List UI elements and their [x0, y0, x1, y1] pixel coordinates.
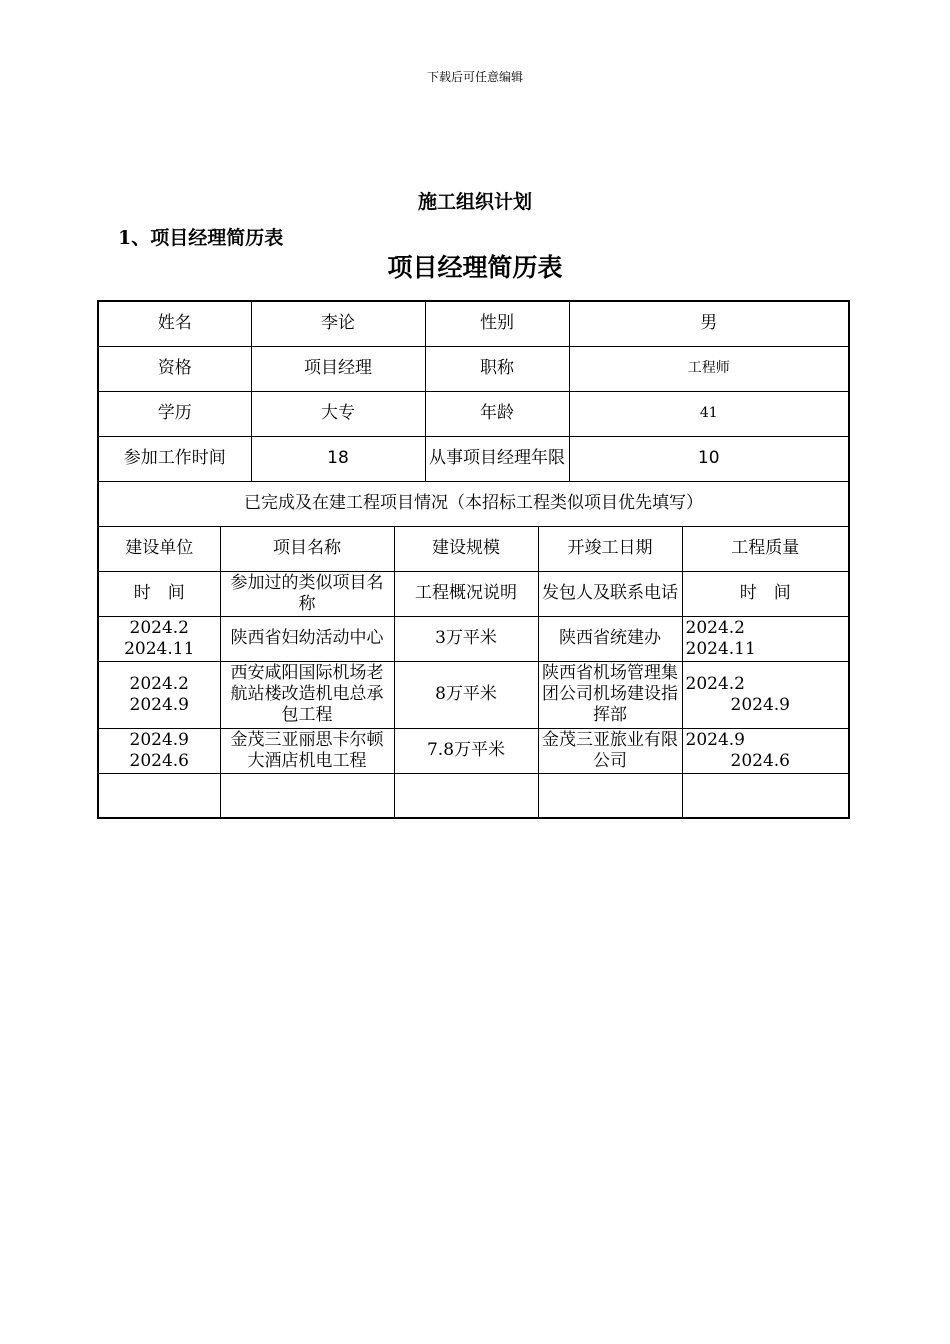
- header-note: 下载后可任意编辑: [426, 70, 523, 84]
- name-label: 姓名: [98, 301, 251, 346]
- project-3-end: 2024.6: [129, 750, 189, 771]
- title-value: 工程师: [569, 346, 849, 391]
- table-row: [98, 616, 849, 661]
- info-row-education: [98, 391, 849, 436]
- project-2-start: 2024.2: [129, 673, 189, 694]
- projects-section-heading: 已完成及在建工程项目情况（本招标工程类似项目优先填写）: [98, 481, 849, 526]
- project-3-name: 金茂三亚丽思卡尔顿大酒店机电工程: [220, 728, 394, 773]
- project-1-name: 陕西省妇幼活动中心: [220, 616, 394, 661]
- document-title: 施工组织计划: [417, 191, 532, 213]
- header-client-contact: 发包人及联系电话: [538, 571, 682, 616]
- project-1-quality-start: 2024.2: [685, 617, 745, 638]
- project-3-quality-start: 2024.9: [685, 729, 745, 750]
- age-label: 年龄: [425, 391, 569, 436]
- header-scale: 建设规模: [394, 526, 538, 571]
- work-years-value: 18: [251, 436, 425, 481]
- work-years-label: 参加工作时间: [98, 436, 251, 481]
- project-2-end: 2024.9: [129, 694, 189, 715]
- project-3-start: 2024.9: [129, 729, 189, 750]
- project-1-client: 陕西省统建办: [538, 616, 682, 661]
- project-3-client: 金茂三亚旅业有限公司: [538, 728, 682, 773]
- header-construction-unit: 建设单位: [98, 526, 220, 571]
- project-2-client: 陕西省机场管理集团公司机场建设指挥部: [538, 661, 682, 728]
- pm-years-label: 从事项目经理年限: [425, 436, 569, 481]
- project-1-start: 2024.2: [129, 617, 189, 638]
- title-label: 职称: [425, 346, 569, 391]
- projects-header-row-1: [98, 526, 849, 571]
- project-1-dates: [98, 616, 220, 661]
- project-2-quality-end: 2024.9: [730, 694, 790, 715]
- age-value: 41: [569, 391, 849, 436]
- table-title: 项目经理简历表: [387, 253, 563, 282]
- resume-table: [97, 300, 850, 819]
- project-1-end: 2024.11: [124, 638, 195, 659]
- project-3-quality-dates: [682, 728, 849, 773]
- project-2-dates: [98, 661, 220, 728]
- empty-cell: [220, 773, 394, 818]
- project-1-scale: 3万平米: [394, 616, 538, 661]
- projects-header-row-2: [98, 571, 849, 616]
- name-value: 李论: [251, 301, 425, 346]
- education-label: 学历: [98, 391, 251, 436]
- table-row: [98, 728, 849, 773]
- empty-row: [98, 773, 849, 818]
- gender-label: 性别: [425, 301, 569, 346]
- header-time-2: 时 间: [682, 571, 849, 616]
- info-row-qualification: [98, 346, 849, 391]
- empty-cell: [394, 773, 538, 818]
- empty-cell: [682, 773, 849, 818]
- qualification-label: 资格: [98, 346, 251, 391]
- table-row: [98, 661, 849, 728]
- project-2-quality-start: 2024.2: [685, 673, 745, 694]
- qualification-value: 项目经理: [251, 346, 425, 391]
- project-2-scale: 8万平米: [394, 661, 538, 728]
- section-heading: 1、项目经理简历表: [118, 227, 284, 249]
- projects-section-row: [98, 481, 849, 526]
- header-quality: 工程质量: [682, 526, 849, 571]
- project-3-quality-end: 2024.6: [730, 750, 790, 771]
- header-similar-project: 参加过的类似项目名称: [220, 571, 394, 616]
- header-project-name: 项目名称: [220, 526, 394, 571]
- pm-years-value: 10: [569, 436, 849, 481]
- empty-cell: [538, 773, 682, 818]
- info-row-name: [98, 301, 849, 346]
- header-time: 时 间: [98, 571, 220, 616]
- header-overview: 工程概况说明: [394, 571, 538, 616]
- project-3-dates: [98, 728, 220, 773]
- empty-cell: [98, 773, 220, 818]
- project-2-name: 西安咸阳国际机场老航站楼改造机电总承包工程: [220, 661, 394, 728]
- header-dates: 开竣工日期: [538, 526, 682, 571]
- project-1-quality-dates: [682, 616, 849, 661]
- education-value: 大专: [251, 391, 425, 436]
- project-2-quality-dates: [682, 661, 849, 728]
- project-3-scale: 7.8万平米: [394, 728, 538, 773]
- gender-value: 男: [569, 301, 849, 346]
- info-row-years: [98, 436, 849, 481]
- project-1-quality-end: 2024.11: [685, 638, 756, 659]
